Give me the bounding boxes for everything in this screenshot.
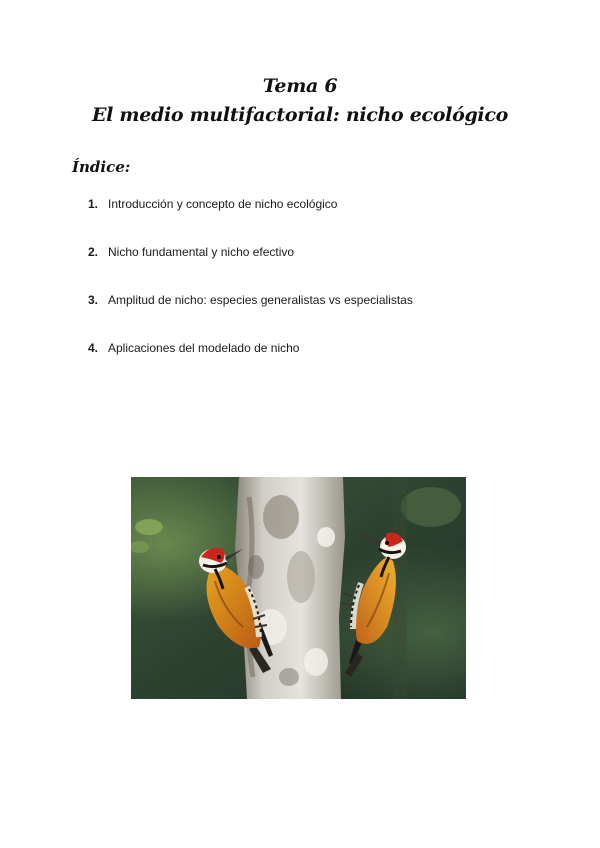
toc-item-number: 4. (88, 341, 99, 355)
toc-item-number: 1. (88, 197, 99, 211)
toc-item-1 (88, 196, 548, 244)
toc-item-text: Introducción y concepto de nicho ecológico (108, 197, 338, 211)
title-line-2: El medio multifactorial: nicho ecológico (92, 104, 508, 126)
toc-item-2 (88, 244, 548, 292)
toc-item-3 (88, 292, 548, 340)
title-line-1: Tema 6 (262, 75, 338, 97)
toc-item-text: Amplitud de nicho: especies generalistas vs especialistas (108, 293, 413, 307)
woodpeckers-illustration (131, 477, 466, 699)
toc-item-number: 3. (88, 293, 99, 307)
woodpeckers-photo (131, 477, 466, 699)
table-of-contents (88, 196, 548, 388)
document-title (0, 72, 600, 130)
index-heading: Índice: (72, 158, 131, 176)
toc-item-4 (88, 340, 548, 388)
toc-item-number: 2. (88, 245, 99, 259)
toc-item-text: Nicho fundamental y nicho efectivo (108, 245, 295, 259)
toc-item-text: Aplicaciones del modelado de nicho (108, 341, 300, 355)
